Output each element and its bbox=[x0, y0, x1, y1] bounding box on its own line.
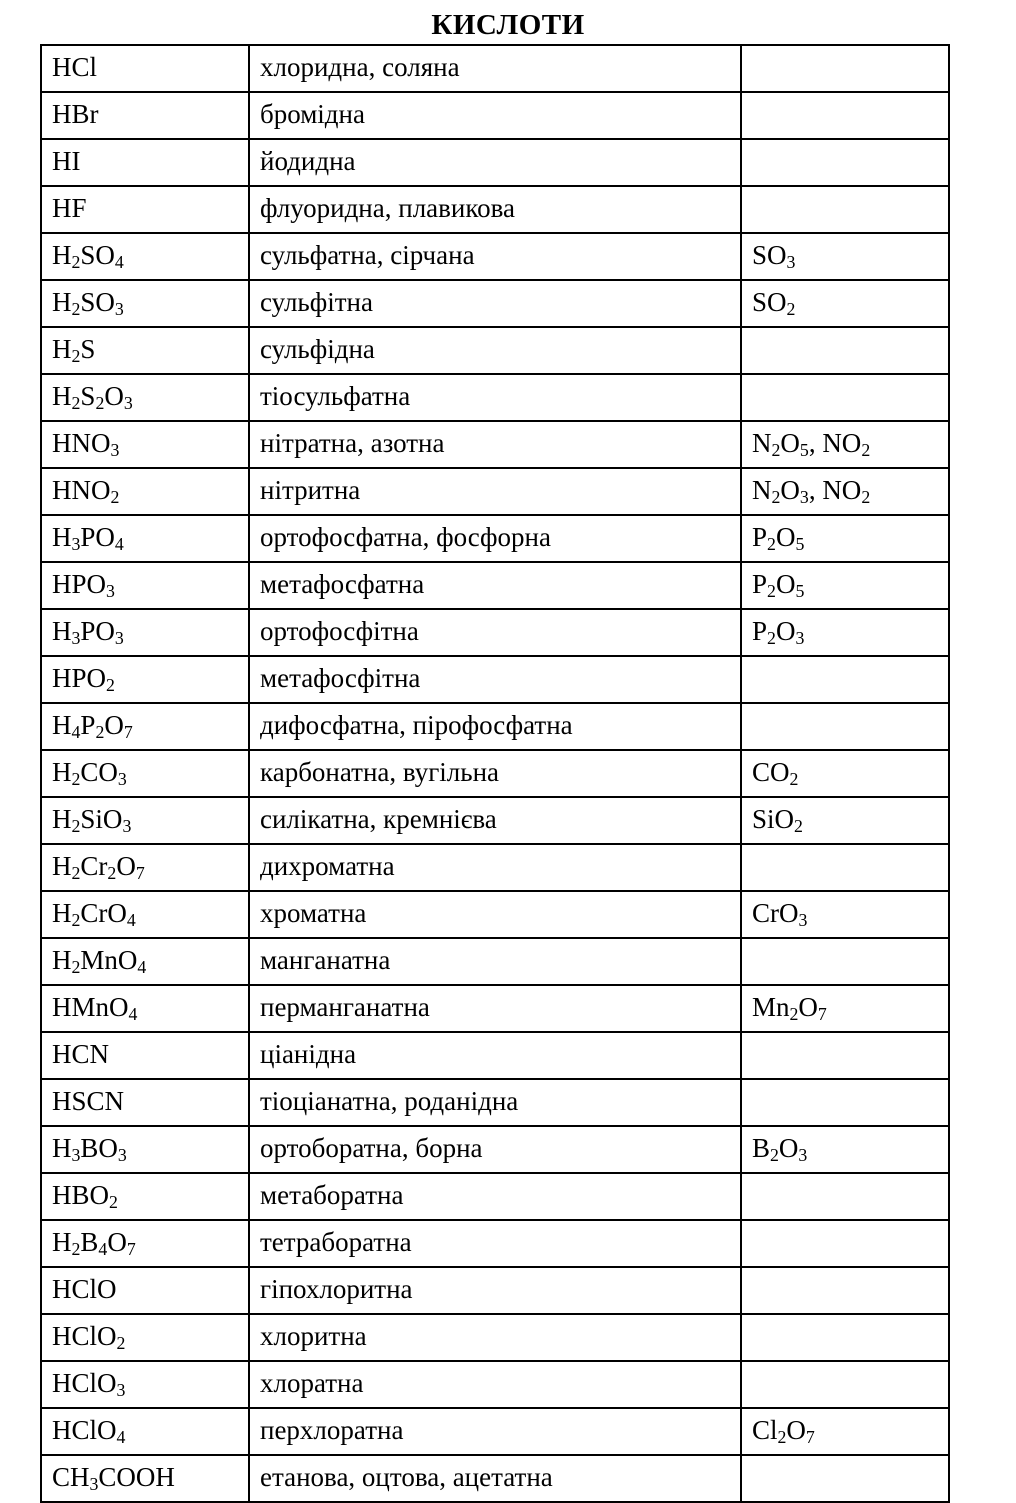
acid-names: манганатна bbox=[260, 944, 391, 975]
acid-oxide-cell bbox=[741, 186, 949, 233]
acid-oxide-cell bbox=[741, 139, 949, 186]
acid-names: метафосфатна bbox=[260, 568, 425, 599]
acid-formula-cell bbox=[41, 1220, 249, 1267]
acid-oxide: $P_2O_5$ bbox=[752, 568, 805, 602]
acid-names: тетраборатна bbox=[260, 1226, 412, 1257]
table-row bbox=[41, 421, 949, 468]
acids-table bbox=[40, 44, 950, 1503]
acid-formula: HMnO$_4$ bbox=[52, 991, 138, 1025]
acid-formula-cell bbox=[41, 985, 249, 1032]
acid-formula: $CH_3COOH$ bbox=[52, 1461, 175, 1495]
table-row bbox=[41, 562, 949, 609]
table-row bbox=[41, 1361, 949, 1408]
acid-oxide-cell bbox=[741, 327, 949, 374]
acids-table-body bbox=[41, 45, 949, 1502]
acid-formula-cell bbox=[41, 421, 249, 468]
acid-formula: $HNO_2$ bbox=[52, 474, 120, 508]
acid-names-cell bbox=[249, 1361, 741, 1408]
acid-formula: $HPO_3$ bbox=[52, 568, 115, 602]
acid-oxide-cell bbox=[741, 938, 949, 985]
acid-names-cell bbox=[249, 562, 741, 609]
table-row bbox=[41, 938, 949, 985]
table-row bbox=[41, 891, 949, 938]
acid-formula: $H_2SiO_3$ bbox=[52, 803, 132, 837]
acid-formula-cell bbox=[41, 1455, 249, 1502]
acid-oxide-cell bbox=[741, 92, 949, 139]
acid-formula: $H_2CO_3$ bbox=[52, 756, 127, 790]
acid-names-cell bbox=[249, 1032, 741, 1079]
table-row bbox=[41, 1267, 949, 1314]
acid-oxide: CrO$_3$ bbox=[752, 897, 808, 931]
page-title: КИСЛОТИ bbox=[431, 9, 585, 41]
acid-names: дифосфатна, пірофосфатна bbox=[260, 709, 573, 740]
acid-formula: $H_2S_2O_3$ bbox=[52, 380, 133, 414]
acid-formula-cell bbox=[41, 186, 249, 233]
acid-oxide-cell bbox=[741, 891, 949, 938]
acid-formula-cell bbox=[41, 750, 249, 797]
acid-formula-cell bbox=[41, 1126, 249, 1173]
table-row bbox=[41, 1455, 949, 1502]
acid-formula-cell bbox=[41, 609, 249, 656]
acid-names: хлоритна bbox=[260, 1320, 367, 1351]
acid-formula: HCl bbox=[52, 51, 98, 82]
acid-formula-cell bbox=[41, 938, 249, 985]
table-row bbox=[41, 468, 949, 515]
acid-names: дихроматна bbox=[260, 850, 395, 881]
acid-formula-cell bbox=[41, 656, 249, 703]
acid-oxide-cell bbox=[741, 374, 949, 421]
acid-oxide-cell bbox=[741, 1361, 949, 1408]
acid-formula: $H_3PO_3$ bbox=[52, 615, 124, 649]
acid-oxide: $Cl_2O_7$ bbox=[752, 1414, 815, 1448]
acid-oxide-cell bbox=[741, 421, 949, 468]
acid-names-cell bbox=[249, 609, 741, 656]
acid-formula-cell bbox=[41, 327, 249, 374]
acid-oxide-cell bbox=[741, 985, 949, 1032]
acid-names: хроматна bbox=[260, 897, 367, 928]
acid-formula: $H_2SO_4$ bbox=[52, 239, 124, 273]
acid-names-cell bbox=[249, 45, 741, 92]
table-row bbox=[41, 985, 949, 1032]
acid-oxide-cell bbox=[741, 1314, 949, 1361]
acid-names-cell bbox=[249, 468, 741, 515]
acid-formula: HBr bbox=[52, 98, 99, 129]
acid-names-cell bbox=[249, 938, 741, 985]
acid-formula-cell bbox=[41, 891, 249, 938]
acid-formula-cell bbox=[41, 139, 249, 186]
acid-names-cell bbox=[249, 327, 741, 374]
acid-names: перхлоратна bbox=[260, 1414, 404, 1445]
acid-names: перманганатна bbox=[260, 991, 430, 1022]
acid-formula: HClO$_4$ bbox=[52, 1414, 126, 1448]
table-row bbox=[41, 609, 949, 656]
table-row bbox=[41, 1079, 949, 1126]
acid-oxide-cell bbox=[741, 515, 949, 562]
table-row bbox=[41, 1408, 949, 1455]
acid-oxide: $SO_2$ bbox=[752, 286, 796, 320]
acid-formula-cell bbox=[41, 1032, 249, 1079]
acid-oxide: $Mn_2O_7$ bbox=[752, 991, 827, 1025]
table-row bbox=[41, 1220, 949, 1267]
acid-names: нітратна, азотна bbox=[260, 427, 445, 458]
acid-formula-cell bbox=[41, 1173, 249, 1220]
acid-names: нітритна bbox=[260, 474, 361, 505]
acid-names: метаборатна bbox=[260, 1179, 404, 1210]
acid-formula: HClO$_2$ bbox=[52, 1320, 126, 1354]
acid-names: ортоборатна, борна bbox=[260, 1132, 483, 1163]
acid-names-cell bbox=[249, 1314, 741, 1361]
acid-formula-cell bbox=[41, 1314, 249, 1361]
table-row bbox=[41, 703, 949, 750]
acid-names-cell bbox=[249, 750, 741, 797]
table-row bbox=[41, 92, 949, 139]
table-row bbox=[41, 844, 949, 891]
acid-formula: $HPO_2$ bbox=[52, 662, 115, 696]
acid-oxide-cell bbox=[741, 656, 949, 703]
acid-oxide-cell bbox=[741, 1126, 949, 1173]
acid-formula: $H_4P_2O_7$ bbox=[52, 709, 133, 743]
acid-formula: HCN bbox=[52, 1038, 110, 1069]
acid-names: сульфідна bbox=[260, 333, 375, 364]
acid-formula: HI bbox=[52, 145, 81, 176]
acid-names-cell bbox=[249, 797, 741, 844]
acid-formula: $H_3PO_4$ bbox=[52, 521, 124, 555]
acid-oxide-cell bbox=[741, 1408, 949, 1455]
acid-names-cell bbox=[249, 1079, 741, 1126]
acid-formula-cell bbox=[41, 1079, 249, 1126]
acid-oxide: $N_2O_3$, $NO_2$ bbox=[752, 474, 871, 508]
acid-formula-cell bbox=[41, 92, 249, 139]
table-row bbox=[41, 374, 949, 421]
acid-oxide-cell bbox=[741, 468, 949, 515]
acid-formula-cell bbox=[41, 562, 249, 609]
table-row bbox=[41, 280, 949, 327]
acid-formula: $HNO_3$ bbox=[52, 427, 120, 461]
acid-names-cell bbox=[249, 1220, 741, 1267]
acid-oxide-cell bbox=[741, 1267, 949, 1314]
acid-formula-cell bbox=[41, 233, 249, 280]
acid-names: гіпохлоритна bbox=[260, 1273, 413, 1304]
acid-names: бромідна bbox=[260, 98, 365, 129]
acid-oxide-cell bbox=[741, 562, 949, 609]
acid-names: етанова, оцтова, ацетатна bbox=[260, 1461, 553, 1492]
table-row bbox=[41, 45, 949, 92]
acid-names: сульфітна bbox=[260, 286, 373, 317]
acid-oxide: $P_2O_3$ bbox=[752, 615, 805, 649]
acid-names-cell bbox=[249, 233, 741, 280]
acid-names-cell bbox=[249, 1408, 741, 1455]
acid-formula-cell bbox=[41, 280, 249, 327]
acid-oxide-cell bbox=[741, 45, 949, 92]
acid-oxide-cell bbox=[741, 844, 949, 891]
acid-names: сульфатна, сірчана bbox=[260, 239, 475, 270]
acid-formula: HClO$_3$ bbox=[52, 1367, 126, 1401]
acid-formula: $H_2CrO_4$ bbox=[52, 897, 136, 931]
acid-formula: $H_2MnO_4$ bbox=[52, 944, 147, 978]
acid-names-cell bbox=[249, 92, 741, 139]
acid-names: силікатна, кремнієва bbox=[260, 803, 497, 834]
acid-oxide-cell bbox=[741, 1455, 949, 1502]
table-row bbox=[41, 1126, 949, 1173]
acid-names-cell bbox=[249, 656, 741, 703]
acid-oxide: SiO$_2$ bbox=[752, 803, 803, 837]
acid-names-cell bbox=[249, 985, 741, 1032]
acid-formula: $H_2Cr_2O_7$ bbox=[52, 850, 145, 884]
acid-oxide: $B_2O_3$ bbox=[752, 1132, 808, 1166]
acid-formula-cell bbox=[41, 1408, 249, 1455]
acid-formula-cell bbox=[41, 468, 249, 515]
acid-oxide-cell bbox=[741, 1173, 949, 1220]
acid-names: ортофосфатна, фосфорна bbox=[260, 521, 551, 552]
acid-names: ортофосфітна bbox=[260, 615, 419, 646]
acid-oxide: $CO_2$ bbox=[752, 756, 799, 790]
acid-names-cell bbox=[249, 1267, 741, 1314]
acid-oxide: $SO_3$ bbox=[752, 239, 796, 273]
table-row bbox=[41, 1173, 949, 1220]
acid-oxide-cell bbox=[741, 703, 949, 750]
acid-oxide-cell bbox=[741, 750, 949, 797]
acid-formula: HF bbox=[52, 192, 87, 223]
table-row bbox=[41, 797, 949, 844]
acid-formula: $H_2S$ bbox=[52, 333, 96, 367]
acid-names-cell bbox=[249, 515, 741, 562]
acid-names-cell bbox=[249, 703, 741, 750]
acid-names: тіосульфатна bbox=[260, 380, 411, 411]
acid-names: хлоридна, соляна bbox=[260, 51, 460, 82]
acid-formula-cell bbox=[41, 45, 249, 92]
acid-formula: $HBO_2$ bbox=[52, 1179, 118, 1213]
acid-names-cell bbox=[249, 186, 741, 233]
acid-names: тіоціанатна, роданідна bbox=[260, 1085, 519, 1116]
acid-formula: HClO bbox=[52, 1273, 117, 1304]
acid-names: йодидна bbox=[260, 145, 356, 176]
acid-formula-cell bbox=[41, 703, 249, 750]
acid-names: флуоридна, плавикова bbox=[260, 192, 515, 223]
acid-names-cell bbox=[249, 1173, 741, 1220]
acid-formula: $H_3BO_3$ bbox=[52, 1132, 127, 1166]
acid-oxide-cell bbox=[741, 797, 949, 844]
table-row bbox=[41, 1314, 949, 1361]
acid-names-cell bbox=[249, 1126, 741, 1173]
table-row bbox=[41, 327, 949, 374]
table-row bbox=[41, 139, 949, 186]
acid-oxide-cell bbox=[741, 609, 949, 656]
acid-names-cell bbox=[249, 891, 741, 938]
acid-oxide-cell bbox=[741, 1079, 949, 1126]
table-row bbox=[41, 1032, 949, 1079]
acid-names-cell bbox=[249, 844, 741, 891]
acid-formula: HSCN bbox=[52, 1085, 125, 1116]
acid-names: метафосфітна bbox=[260, 662, 421, 693]
table-row bbox=[41, 233, 949, 280]
acid-oxide: $P_2O_5$ bbox=[752, 521, 805, 555]
acid-formula-cell bbox=[41, 844, 249, 891]
acid-formula: $H_2B_4O_7$ bbox=[52, 1226, 136, 1260]
acid-formula: $H_2SO_3$ bbox=[52, 286, 124, 320]
acid-names: хлоратна bbox=[260, 1367, 364, 1398]
acid-names: ціанідна bbox=[260, 1038, 357, 1069]
acid-names-cell bbox=[249, 280, 741, 327]
acid-names-cell bbox=[249, 374, 741, 421]
table-row bbox=[41, 186, 949, 233]
acid-formula-cell bbox=[41, 374, 249, 421]
acid-names-cell bbox=[249, 139, 741, 186]
acid-oxide-cell bbox=[741, 1032, 949, 1079]
acid-oxide-cell bbox=[741, 280, 949, 327]
acid-oxide: $N_2O_5$, $NO_2$ bbox=[752, 427, 871, 461]
table-row bbox=[41, 515, 949, 562]
acid-formula-cell bbox=[41, 1267, 249, 1314]
acid-oxide-cell bbox=[741, 1220, 949, 1267]
acid-names: карбонатна, вугільна bbox=[260, 756, 500, 787]
acid-formula-cell bbox=[41, 1361, 249, 1408]
acid-names-cell bbox=[249, 1455, 741, 1502]
acid-names-cell bbox=[249, 421, 741, 468]
acid-formula-cell bbox=[41, 515, 249, 562]
table-row bbox=[41, 656, 949, 703]
acid-oxide-cell bbox=[741, 233, 949, 280]
acid-formula-cell bbox=[41, 797, 249, 844]
table-row bbox=[41, 750, 949, 797]
